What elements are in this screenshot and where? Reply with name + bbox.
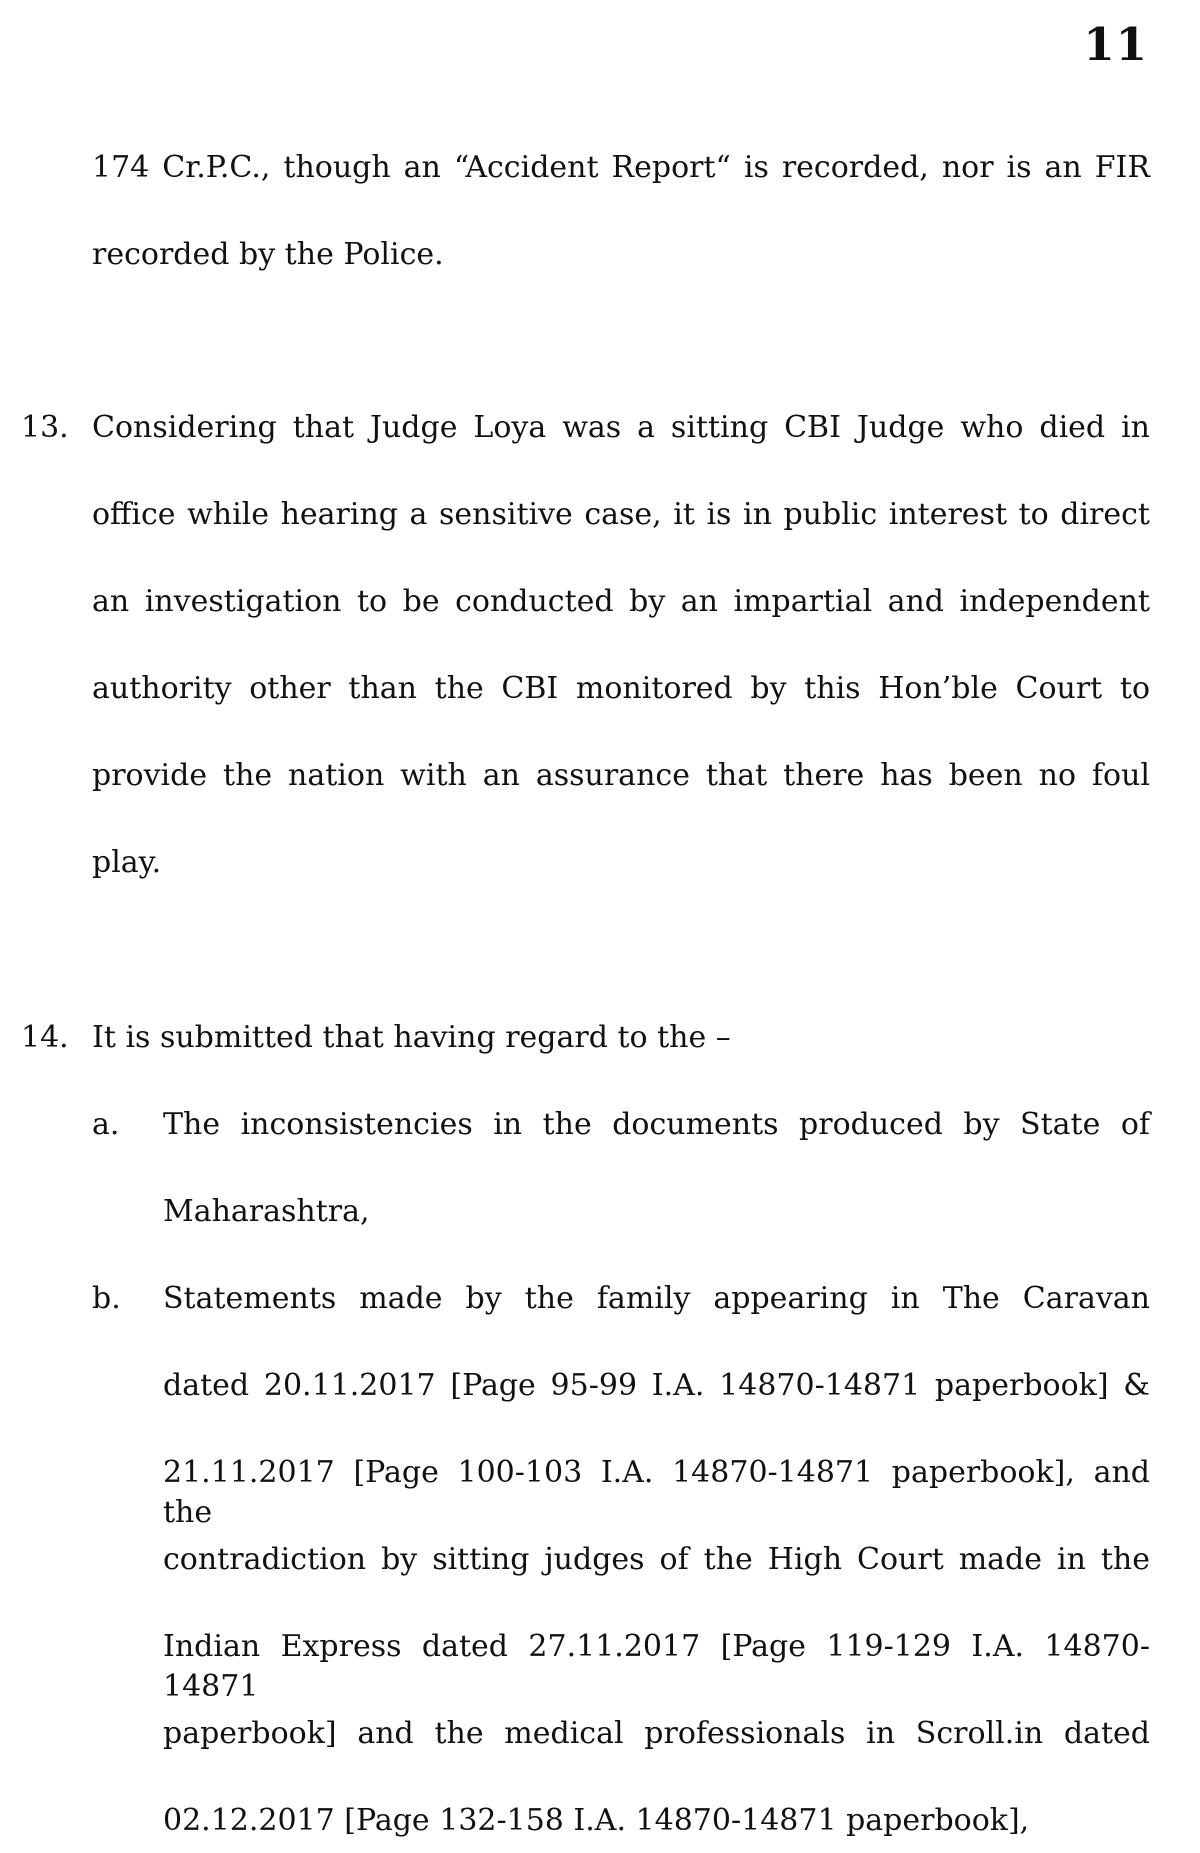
paragraph-number: 13.: [21, 410, 69, 445]
list-item-line: paperbook] and the medical professionals in Scroll.in dated: [163, 1716, 1150, 1751]
list-item-line: dated 20.11.2017 [Page 95-99 I.A. 14870-14871 paperbook] &: [163, 1368, 1150, 1403]
paragraph-lead: It is submitted that having regard to the –: [92, 1020, 731, 1055]
paragraph-line: office while hearing a sensitive case, it is in public interest to direct: [92, 497, 1150, 532]
paragraph-line: Considering that Judge Loya was a sitting CBI Judge who died in: [92, 410, 1150, 445]
list-item-marker: b.: [92, 1281, 121, 1316]
list-item-line: Maharashtra,: [163, 1194, 370, 1229]
list-item-line: 21.11.2017 [Page 100-103 I.A. 14870-14871 paperbook], and the: [163, 1455, 1150, 1530]
list-item-line: The inconsistencies in the documents produced by State of: [163, 1107, 1150, 1142]
paragraph-line: play.: [92, 845, 162, 880]
paragraph-line: an investigation to be conducted by an impartial and independent: [92, 584, 1150, 619]
list-item-marker: a.: [92, 1107, 120, 1142]
paragraph-line: provide the nation with an assurance that there has been no foul: [92, 758, 1150, 793]
intro-line: 174 Cr.P.C., though an “Accident Report“ is recorded, nor is an FIR: [92, 150, 1150, 185]
list-item-line: Indian Express dated 27.11.2017 [Page 119-129 I.A. 14870-14871: [163, 1629, 1150, 1704]
paragraph-line: authority other than the CBI monitored by this Hon’ble Court to: [92, 671, 1150, 706]
list-item-line: 02.12.2017 [Page 132-158 I.A. 14870-14871 paperbook],: [163, 1803, 1030, 1838]
page-number: 11: [1083, 18, 1148, 71]
intro-line: recorded by the Police.: [92, 237, 444, 272]
list-item-line: Statements made by the family appearing in The Caravan: [163, 1281, 1150, 1316]
paragraph-number: 14.: [21, 1020, 69, 1055]
list-item-line: contradiction by sitting judges of the High Court made in the: [163, 1542, 1150, 1577]
